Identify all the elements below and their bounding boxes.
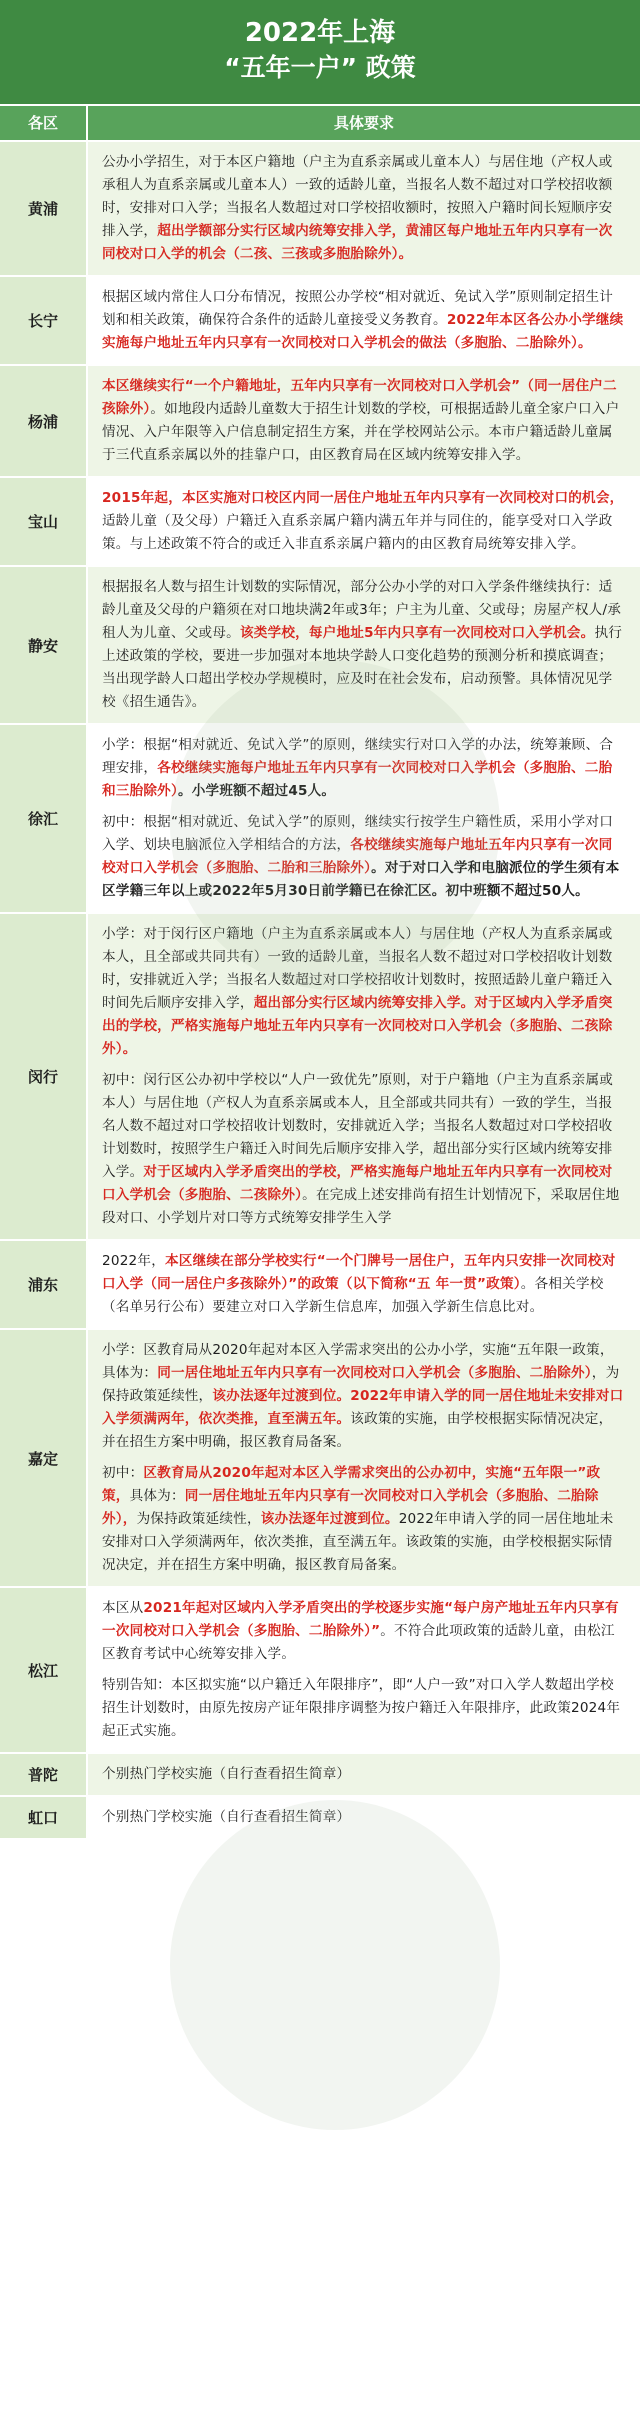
body-text: ，为保持政策延续性， [102,1365,620,1404]
requirement-cell [88,366,640,476]
requirement-cell [88,1754,640,1795]
table-row [0,1752,640,1795]
column-header-requirement: 具体要求 [333,114,394,132]
requirement-cell [88,1588,640,1752]
highlighted-text: 该类学校，每户地址5年内只享有一次同校对口入学机会。 [239,625,595,641]
requirement-cell [88,1241,640,1328]
requirement-paragraph [102,1250,626,1319]
district-cell: 嘉定 [0,1330,88,1586]
requirement-cell [88,277,640,364]
requirement-paragraph [102,1763,626,1786]
body-text: 。小学班额不超过45人。 [177,783,336,799]
body-text: 2022年申请入学的同一居住地址未安排对口入学须满两年，依次类推，直至满五年。该政策的实施，由学校根据实际情况决定，并在招生方案中明确，报区教育局备案。 [102,1511,614,1573]
requirement-paragraph [102,286,626,355]
body-text: 初中：闵行区公办初中学校以“人户一致优先”原则，对于户籍地（户主为直系亲属或本人）与居住地（产权人为直系亲属或本人，且全部或共同共有）一致的学生，当报名人数不超过对口学校招收计划数时，安排就近入学；当报名人数超过对口学校招收计划数时，按照学生户籍迁入时间先后顺序安排入学，超出部分实行区域内统筹安排入学。 [102,1072,614,1180]
district-cell: 长宁 [0,277,88,364]
page-header [0,0,640,104]
requirement-cell [88,725,640,912]
highlighted-text: 各校继续实施每户地址五年内只享有一次同校对口入学机会（多胞胎、二胎和三胎除外） [102,760,613,799]
body-text: 根据区域内常住人口分布情况，按照公办学校“相对就近、免试入学”原则制定招生计划和相关政策，确保符合条件的适龄儿童接受义务教育。 [102,289,614,328]
table-row [0,565,640,723]
requirement-cell [88,142,640,275]
table-row [0,476,640,565]
body-text: 。不符合此项政策的适龄儿童，由松江区教育考试中心统筹安排入学。 [102,1623,615,1662]
district-cell: 杨浦 [0,366,88,476]
district-cell: 宝山 [0,478,88,565]
body-text: 。在完成上述安排尚有招生计划情况下，采取居住地段对口、小学划片对口等方式统筹安排学生入学 [102,1187,620,1226]
body-text: 该政策的实施，由学校根据实际情况决定，并在招生方案中明确，报区教育局备案。 [102,1411,613,1450]
requirement-paragraph [102,576,626,714]
body-text: 。如地段内适龄儿童数大于招生计划数的学校，可根据适龄儿童全家户口入户情况、入户年限等入户信息制定招生方案，并在学校网站公示。本市户籍适龄儿童属于三代直系亲属以外的挂靠户口，由区教育局在区域内统筹安排入学。 [102,401,620,463]
body-text: 根据报名人数与招生计划数的实际情况，部分公办小学的对口入学条件继续执行：适龄儿童及父母的户籍须在对口地块满2年或3年；户主为儿童、父或母；房屋产权人/承租人为儿童、父或母。 [102,579,622,641]
body-text: 初中： [102,1465,144,1481]
highlighted-text: 本区继续实行“一个户籍地址，五年内只享有一次同校对口入学机会”（同一居住户二孩除外） [102,378,617,417]
body-text: 。各相关学校（名单另行公布）要建立对口入学新生信息库，加强入学新生信息比对。 [102,1276,604,1315]
highlighted-text: 该办法逐年过渡到位。 [260,1511,399,1527]
highlighted-text: 同一居住地址五年内只享有一次同校对口入学机会（多胞胎、二胎除外）， [102,1488,599,1527]
table-row [0,1795,640,1838]
requirement-cell [88,914,640,1239]
requirement-paragraph [102,1597,626,1666]
body-text: 公办小学招生，对于本区户籍地（户主为直系亲属或儿童本人）与居住地（产权人或承租人为直系亲属或儿童本人）一致的适龄儿童，当报名人数不超过对口学校招收额时，安排对口入学；当报名人数超过对口学校招收额时，按照入户籍时间长短顺序安排入学， [102,154,613,239]
table-row [0,723,640,912]
table-row [0,912,640,1239]
highlighted-text: 超出部分实行区域内统筹安排入学。对于区域内入学矛盾突出的学校，严格实施每户地址五年内只享有一次同校对口入学机会（多胞胎、二孩除外）。 [102,995,613,1057]
column-header-district: 各区 [0,106,88,140]
body-text: 具体为： [129,1488,185,1504]
highlighted-text: 2022年本区各公办小学继续实施每户地址五年内只享有一次同校对口入学机会的做法（多胞胎、二胎除外）。 [102,312,624,351]
requirement-cell [88,567,640,723]
highlighted-text: 该办法逐年过渡到位。2022年申请入学的同一居住地址未安排对口入学须满两年，依次类推，直至满五年。 [102,1388,624,1427]
body-text: 小学：对于闵行区户籍地（户主为直系亲属或本人）与居住地（产权人为直系亲属或本人，且全部或共同共有）一致的适龄儿童，当报名人数不超过对口学校招收计划数时，安排就近入学；当报名人数超过对口学校招收计划数时，按照适龄儿童户籍迁入时间先后顺序安排入学， [102,926,613,1011]
page-title: 2022年上海 [244,18,396,48]
body-text: 2022年， [102,1253,165,1269]
requirement-cell [88,1330,640,1586]
district-cell: 虹口 [0,1797,88,1838]
table-row [0,1586,640,1752]
district-cell: 浦东 [0,1241,88,1328]
district-cell: 闵行 [0,914,88,1239]
requirement-cell [88,478,640,565]
highlighted-text: 各校继续实施每户地址五年内只享有一次同校对口入学机会（多胞胎、二胎和三胎除外） [102,837,613,876]
table-row [0,364,640,476]
district-cell: 松江 [0,1588,88,1752]
body-text: 特别告知：本区拟实施“以户籍迁入年限排序”，即“人户一致”对口入学人数超出学校招生计划数时，由原先按房产证年限排序调整为按户籍迁入年限排序，此政策2024年起正式实施。 [102,1677,621,1739]
body-text: 个别热门学校实施（自行查看招生简章） [102,1809,351,1825]
highlighted-text: 本区继续在部分学校实行“一个门牌号一居住户，五年内只安排一次同校对口入学（同一居住户多孩除外）”的政策（以下简称“五 年一贯”政策） [102,1253,616,1292]
highlighted-text: 同一居住地址五年内只享有一次同校对口入学机会（多胞胎、二胎除外） [157,1365,592,1381]
highlighted-text: 对于区域内入学矛盾突出的学校，严格实施每户地址五年内只享有一次同校对口入学机会（多胞胎、二孩除外） [102,1164,613,1203]
requirement-paragraph [102,923,626,1061]
page-subtitle: “五年一户” 政策 [224,53,416,82]
bear-watermark [170,1800,500,2130]
body-text: 小学：根据“相对就近、免试入学”的原则，继续实行对口入学的办法，统筹兼顾、合理安排， [102,737,614,776]
body-text: 个别热门学校实施（自行查看招生简章） [102,1766,351,1782]
body-text: 本区从 [102,1600,144,1616]
highlighted-text: 2015年起，本区实施对口校区内同一居住户地址五年内只享有一次同校对口的机会， [102,490,624,506]
district-cell: 静安 [0,567,88,723]
body-text: 。对于对口入学和电脑派位的学生须有本区学籍三年以上或2022年5月30日前学籍已在徐汇区。初中班额不超过50人。 [102,860,620,899]
table-row [0,140,640,275]
requirement-paragraph [102,1069,626,1230]
table-row [0,1239,640,1328]
requirement-paragraph [102,1339,626,1454]
district-cell: 普陀 [0,1754,88,1795]
body-text: 执行上述政策的学校，要进一步加强对本地块学龄人口变化趋势的预测分析和摸底调查；当出现学龄人口超出学校办学规模时，应及时在社会发布，启动预警。具体情况见学校《招生通告》。 [102,625,623,710]
highlighted-text: 超出学额部分实行区域内统筹安排入学，黄浦区每户地址五年内只享有一次同校对口入学的机会（二孩、三孩或多胞胎除外）。 [102,223,613,262]
highlighted-text: 区教育局从2020年起对本区入学需求突出的公办初中，实施“五年限一”政策， [102,1465,601,1504]
requirement-paragraph [102,151,626,266]
highlighted-text: 2021年起对区域内入学矛盾突出的学校逐步实施“每户房产地址五年内只享有一次同校对口入学机会（多胞胎、二胎除外）” [102,1600,619,1639]
table-row [0,275,640,364]
policy-table [0,140,640,1838]
requirement-paragraph [102,487,626,556]
district-cell: 徐汇 [0,725,88,912]
table-row [0,1328,640,1586]
body-text: 小学：区教育局从2020年起对本区入学需求突出的公办小学，实施“五年限一政策，具体为： [102,1342,614,1381]
requirement-paragraph [102,811,626,903]
requirement-paragraph [102,1462,626,1577]
requirement-paragraph [102,734,626,803]
body-text: 初中：根据“相对就近、免试入学”的原则，继续实行按学生户籍性质，采用小学对口入学、划块电脑派位入学相结合的方法， [102,814,614,853]
body-text: 为保持政策延续性， [136,1511,261,1527]
requirement-paragraph [102,1674,626,1743]
requirement-paragraph [102,1806,626,1829]
table-header [0,104,640,140]
body-text: 适龄儿童（及父母）户籍迁入直系亲属户籍内满五年并与同住的，能享受对口入学政策。与上述政策不符合的或迁入非直系亲属户籍内的由区教育局统筹安排入学。 [102,513,613,552]
requirement-paragraph [102,375,626,467]
requirement-cell [88,1797,640,1838]
district-cell: 黄浦 [0,142,88,275]
